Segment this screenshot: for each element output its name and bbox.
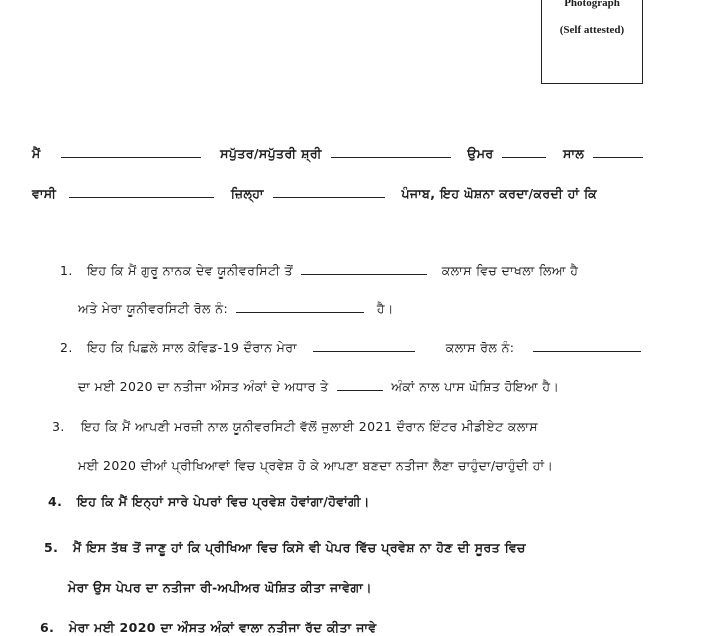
intro-text: ਸਪੁੱਤਰ/ਸਪੁੱਤਰੀ ਸ਼੍ਰੀ <box>220 146 322 161</box>
self-attested-label: (Self attested) <box>559 24 625 36</box>
item-number: 3. <box>52 419 65 434</box>
intro-line-2 <box>32 186 597 202</box>
photograph-box <box>541 0 643 84</box>
item-5-line-1 <box>44 540 526 556</box>
intro-text: ਵਾਸੀ <box>32 186 57 201</box>
intro-text: ਸਾਲ <box>563 146 585 161</box>
item-2-line-1 <box>60 340 645 356</box>
item-2-line-2 <box>78 379 559 395</box>
item-text: ਮੇਰਾ ਉਸ ਪੇਪਰ ਦਾ ਨਤੀਜਾ ਰੀ-ਅਪੀਅਰ ਘੋਸ਼ਿਤ ਕੀਤਾ ਜਾਵੇਗਾ। <box>68 580 372 595</box>
name-blank[interactable] <box>61 146 201 158</box>
item-text: ਇਹ ਕਿ ਪਿਛਲੇ ਸਾਲ ਕੋਵਿਡ-19 ਦੌਰਾਨ ਮੇਰਾ <box>87 340 298 355</box>
item-number: 4. <box>48 494 63 509</box>
item-text: ਕਲਾਸ ਰੋਲ ਨੰ: <box>445 340 515 355</box>
district-blank[interactable] <box>273 186 385 198</box>
item-text: ਮੇਰਾ ਮਈ 2020 ਦਾ ਔਸਤ ਅੰਕਾਂ ਵਾਲਾ ਨਤੀਜਾ ਰੱਦ ਕੀਤਾ ਜਾਵੇ <box>69 620 377 635</box>
parent-name-blank[interactable] <box>331 146 451 158</box>
prev-class-blank[interactable] <box>313 340 415 352</box>
item-text: ਦਾ ਮਈ 2020 ਦਾ ਨਤੀਜਾ ਔਸਤ ਅੰਕਾਂ ਦੇ ਅਧਾਰ ਤੇ <box>78 379 329 394</box>
item-text: ਮੈਂ ਇਸ ਤੱਥ ਤੋਂ ਜਾਣੂ ਹਾਂ ਕਿ ਪ੍ਰੀਖਿਆ ਵਿਚ ਕਿਸੇ ਵੀ ਪੇਪਰ ਵਿੱਚ ਪ੍ਰਵੇਸ਼ ਨਾ ਹੋਣ ਦੀ ਸੂਰਤ ਵਿਚ <box>73 540 526 555</box>
years-blank[interactable] <box>593 146 643 158</box>
intro-text: ਮੈਂ <box>32 146 41 161</box>
photograph-label: Photograph <box>564 0 620 9</box>
intro-text: ਉਮਰ <box>467 146 494 161</box>
item-text: ਅੰਕਾਂ ਨਾਲ ਪਾਸ ਘੋਸ਼ਿਤ ਹੋਇਆ ਹੈ। <box>391 379 560 394</box>
item-number: 2. <box>60 340 73 355</box>
intro-text: ਪੰਜਾਬ, ਇਹ ਘੋਸ਼ਨਾ ਕਰਦਾ/ਕਰਦੀ ਹਾਂ ਕਿ <box>401 186 598 201</box>
item-1-line-2 <box>78 301 394 317</box>
marks-blank[interactable] <box>337 379 383 391</box>
item-text: ਇਹ ਕਿ ਮੈਂ ਇਨ੍ਹਾਂ ਸਾਰੇ ਪੇਪਰਾਂ ਵਿਚ ਪ੍ਰਵੇਸ਼ ਹੋਵਾਂਗਾ/ਹੋਵਾਂਗੀ। <box>77 494 370 509</box>
item-3-line-2 <box>78 458 553 474</box>
class-blank[interactable] <box>301 263 427 275</box>
item-6-line-1 <box>40 620 377 636</box>
item-text: ਅਤੇ ਮੇਰਾ ਯੂਨੀਵਰਸਿਟੀ ਰੋਲ ਨੰ: <box>78 301 229 316</box>
intro-line-1 <box>32 146 647 162</box>
item-text: ਹੈ। <box>376 301 394 316</box>
intro-text: ਜ਼ਿਲ੍ਹਾ <box>230 186 264 201</box>
item-4-line-1 <box>48 494 370 510</box>
item-5-line-2 <box>68 580 372 596</box>
item-text: ਕਲਾਸ ਵਿਚ ਦਾਖਲਾ ਲਿਆ ਹੈ <box>441 263 579 278</box>
item-text: ਮਈ 2020 ਦੀਆਂ ਪ੍ਰੀਖਿਆਵਾਂ ਵਿਚ ਪ੍ਰਵੇਸ਼ ਹੋ ਕੇ ਆਪਣਾ ਬਣਦਾ ਨਤੀਜਾ ਲੈਣਾ ਚਾਹੁੰਦਾ/ਚਾਹੁੰਦੀ ਹਾਂ। <box>78 458 554 473</box>
item-text: ਇਹ ਕਿ ਮੈਂ ਗੁਰੂ ਨਾਨਕ ਦੇਵ ਯੂਨੀਵਰਸਿਟੀ ਤੋਂ <box>87 263 293 278</box>
item-text: ਇਹ ਕਿ ਮੈਂ ਆਪਣੀ ਮਰਜ਼ੀ ਨਾਲ ਯੂਨੀਵਰਸਿਟੀ ਵੱਲੋਂ ਜੁਲਾਈ 2021 ਦੌਰਾਨ ਇੰਟਰ ਮੀਡੀਏਟ ਕਲਾਸ <box>81 419 539 434</box>
item-3-line-1 <box>52 419 538 435</box>
item-number: 5. <box>44 540 59 555</box>
roll-number-blank[interactable] <box>236 301 364 313</box>
item-number: 1. <box>60 263 73 278</box>
prev-roll-blank[interactable] <box>533 340 641 352</box>
item-number: 6. <box>40 620 55 635</box>
address-blank[interactable] <box>69 186 214 198</box>
age-blank[interactable] <box>502 146 546 158</box>
item-1-line-1 <box>60 263 578 279</box>
